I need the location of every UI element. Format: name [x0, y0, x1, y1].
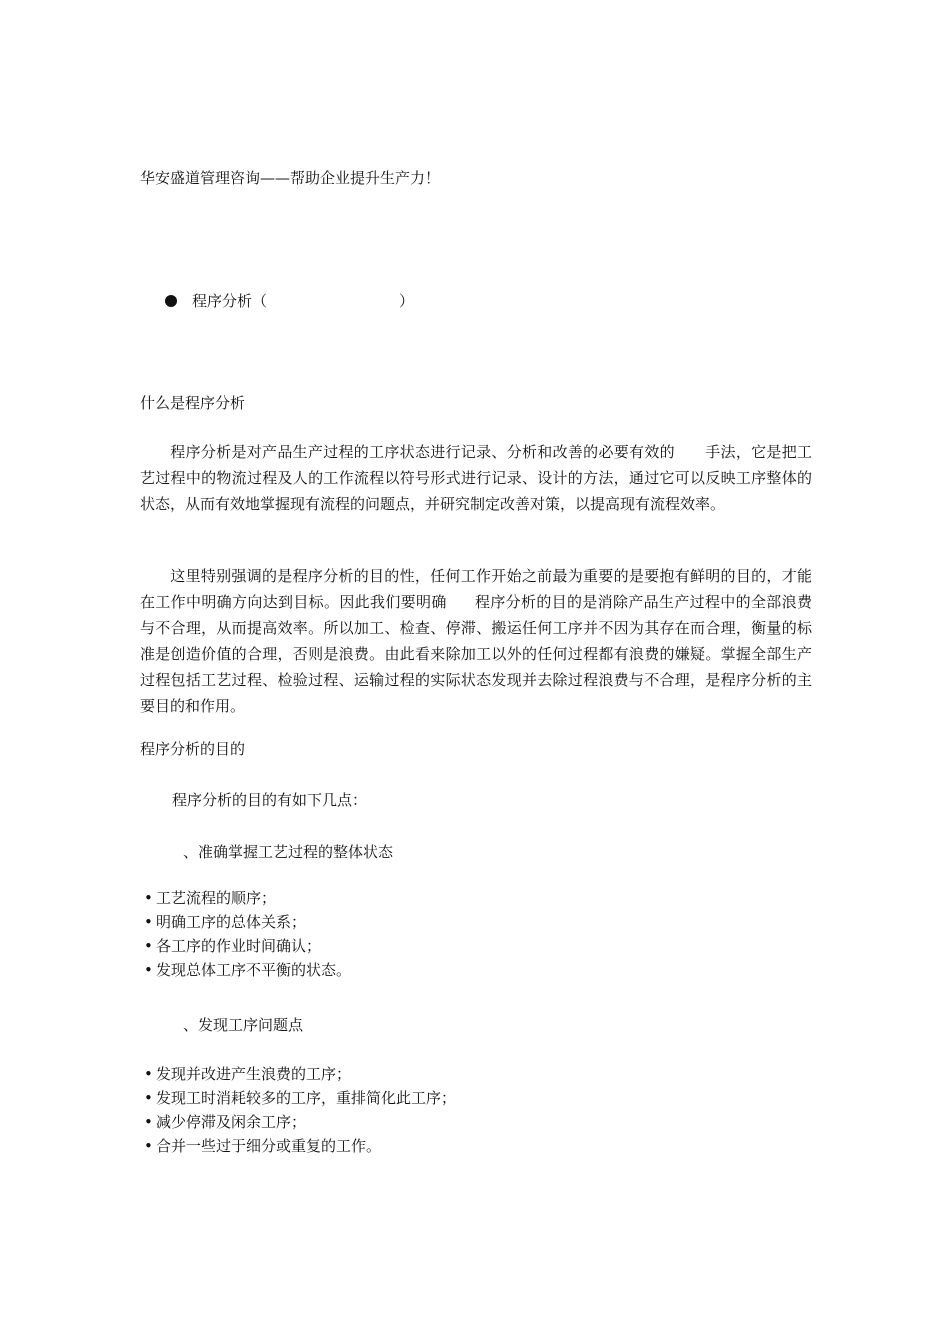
list-item: • 发现总体工序不平衡的状态。: [144, 958, 351, 982]
purpose-list-2: [144, 1062, 456, 1158]
p1-lead: 程序分析是对产品生产过程的工序状态进行记录、分析和改善的必要有效的: [170, 443, 675, 461]
header-slogan: 华安盛道管理咨询——帮助企业提升生产力！: [140, 169, 441, 187]
bullet-icon: •: [144, 889, 153, 907]
bullet-icon: •: [144, 1089, 153, 1107]
what-is-paragraph-2: [140, 563, 812, 719]
list-item: • 合并一些过于细分或重复的工作。: [144, 1134, 456, 1158]
list-item: • 明确工序的总体关系；: [144, 910, 351, 934]
section-title-prefix: 程序分析（: [192, 292, 268, 310]
bullet-dot-icon: [165, 295, 177, 307]
list-item: • 发现并改进产生浪费的工序；: [144, 1062, 456, 1086]
purpose-sub-2: 、发现工序问题点: [183, 1016, 304, 1034]
purpose-sub-1: 、准确掌握工艺过程的整体状态: [183, 843, 394, 861]
purpose-list-1: [144, 886, 351, 982]
bullet-icon: •: [144, 1065, 153, 1083]
what-is-paragraph-1: [140, 439, 812, 517]
section-title: [192, 291, 414, 311]
p1-rest: 手法，它是把工艺过程中的物流过程及人的工作流程以符号形式进行记录、设计的方法，通过它可以反映工序整体的状态，从而有效地掌握现有流程的问题点，并研究制定改善对策，以提高现有流程效率。: [140, 443, 812, 513]
bullet-icon: •: [144, 913, 153, 931]
what-is-heading: 什么是程序分析: [140, 394, 246, 412]
p2-rest: 程序分析的目的是消除产品生产过程中的全部浪费与不合理，从而提高效率。所以加工、检查、停滞、搬运任何工序并不因为其存在而合理，衡量的标准是创造价值的合理，否则是浪费。由此看来除加工以外的任何过程都有浪费的嫌疑。掌握全部生产过程包括工艺过程、检验过程、运输过程的实际状态发现并去除过程浪费与不合理，是程序分析的主要目的和作用。: [140, 593, 812, 715]
bullet-icon: •: [144, 1137, 153, 1155]
section-title-suffix: ）: [399, 292, 415, 310]
bullet-icon: •: [144, 961, 153, 979]
list-item: • 减少停滞及闲余工序；: [144, 1110, 456, 1134]
list-item: • 各工序的作业时间确认；: [144, 934, 351, 958]
list-item: • 发现工时消耗较多的工序，重排简化此工序；: [144, 1086, 456, 1110]
bullet-icon: •: [144, 1113, 153, 1131]
list-item: • 工艺流程的顺序；: [144, 886, 351, 910]
bullet-icon: •: [144, 937, 153, 955]
p2-lead: 这里特别强调的是程序分析的目的性，任何工作开始之前最为重要的是要抱有鲜明的目的，才能在工作中明确方向达到目标。因此我们要明确: [140, 567, 812, 611]
purpose-heading: 程序分析的目的: [140, 740, 246, 758]
purpose-intro: 程序分析的目的有如下几点：: [172, 791, 368, 809]
